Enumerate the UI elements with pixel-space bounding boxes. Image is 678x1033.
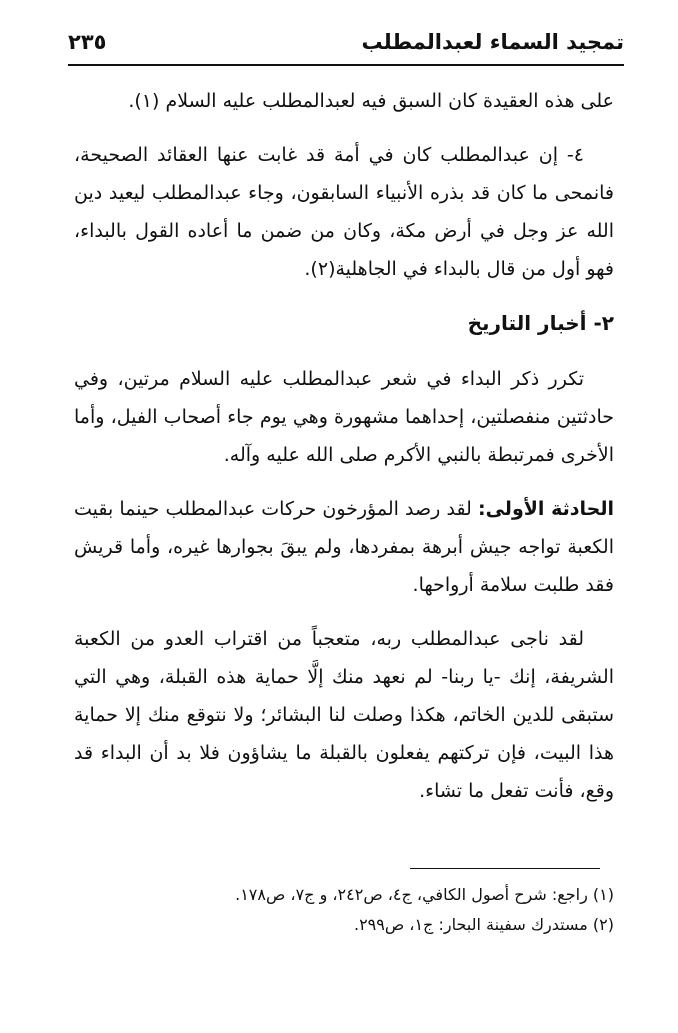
header-title: تمجيد السماء لعبدالمطلب: [361, 30, 624, 54]
page-number: ٢٣٥: [68, 30, 107, 54]
section-heading: ٢- أخبار التاريخ: [467, 311, 614, 335]
paragraph-continuation: على هذه العقيدة كان السبق فيه لعبدالمطلب عليه السلام (١).: [128, 90, 614, 112]
footnote-rule: [410, 868, 600, 869]
first-incident-text: لقد رصد المؤرخون حركات عبدالمطلب حينما بقيت الكعبة تواجه جيش أبرهة بمفردها، ولم يبقَ بجوارها غيره، وأما قريش فقد طلبت سلامة أرواحها.: [74, 498, 614, 596]
main-text: [74, 82, 614, 826]
running-header: [68, 26, 624, 66]
paragraph-point-4: ٤- إن عبدالمطلب كان في أمة قد غابت عنها العقائد الصحيحة، فانمحى ما كان قد بذره الأنبياء السابقون، وجاء عبدالمطلب ليعيد دين الله عز وجل في أرض مكة، وكان من ضمن ما أعاده القول بالبداء، فهو أول من قال بالبداء في الجاهلية(٢).: [74, 144, 614, 280]
footnotes: [74, 880, 614, 940]
paragraph-first-incident: [74, 490, 614, 604]
paragraph-badaa-poetry: تكرر ذكر البداء في شعر عبدالمطلب عليه السلام مرتين، وفي حادثتين منفصلتين، إحداهما مشهورة وهي يوم جاء أصحاب الفيل، وأما الأخرى فمرتبطة بالنبي الأكرم صلى الله عليه وآله.: [74, 368, 614, 466]
footnote-1: (١) راجع: شرح أصول الكافي، ج٤، ص٢٤٢، و ج٧، ص١٧٨.: [235, 885, 614, 904]
first-incident-label: الحادثة الأولى:: [477, 498, 614, 520]
header-rule: [68, 64, 624, 66]
paragraph-supplication: لقد ناجى عبدالمطلب ربه، متعجباً من اقتراب العدو من الكعبة الشريفة، إنك -يا ربنا- لم نعهد منك إلَّا حماية هذه القبلة، وهي التي ستبقى للدين الخاتم، هكذا وصلت لنا البشائر؛ ولا نتوقع منك إلا حماية هذا البيت، فإن تركتهم يفعلون بالقبلة ما يشاؤون فلا بد أن البداء قد وقع، فأنت تفعل ما تشاء.: [74, 628, 614, 802]
footnote-2: (٢) مستدرك سفينة البحار: ج١، ص٢٩٩.: [353, 915, 614, 934]
